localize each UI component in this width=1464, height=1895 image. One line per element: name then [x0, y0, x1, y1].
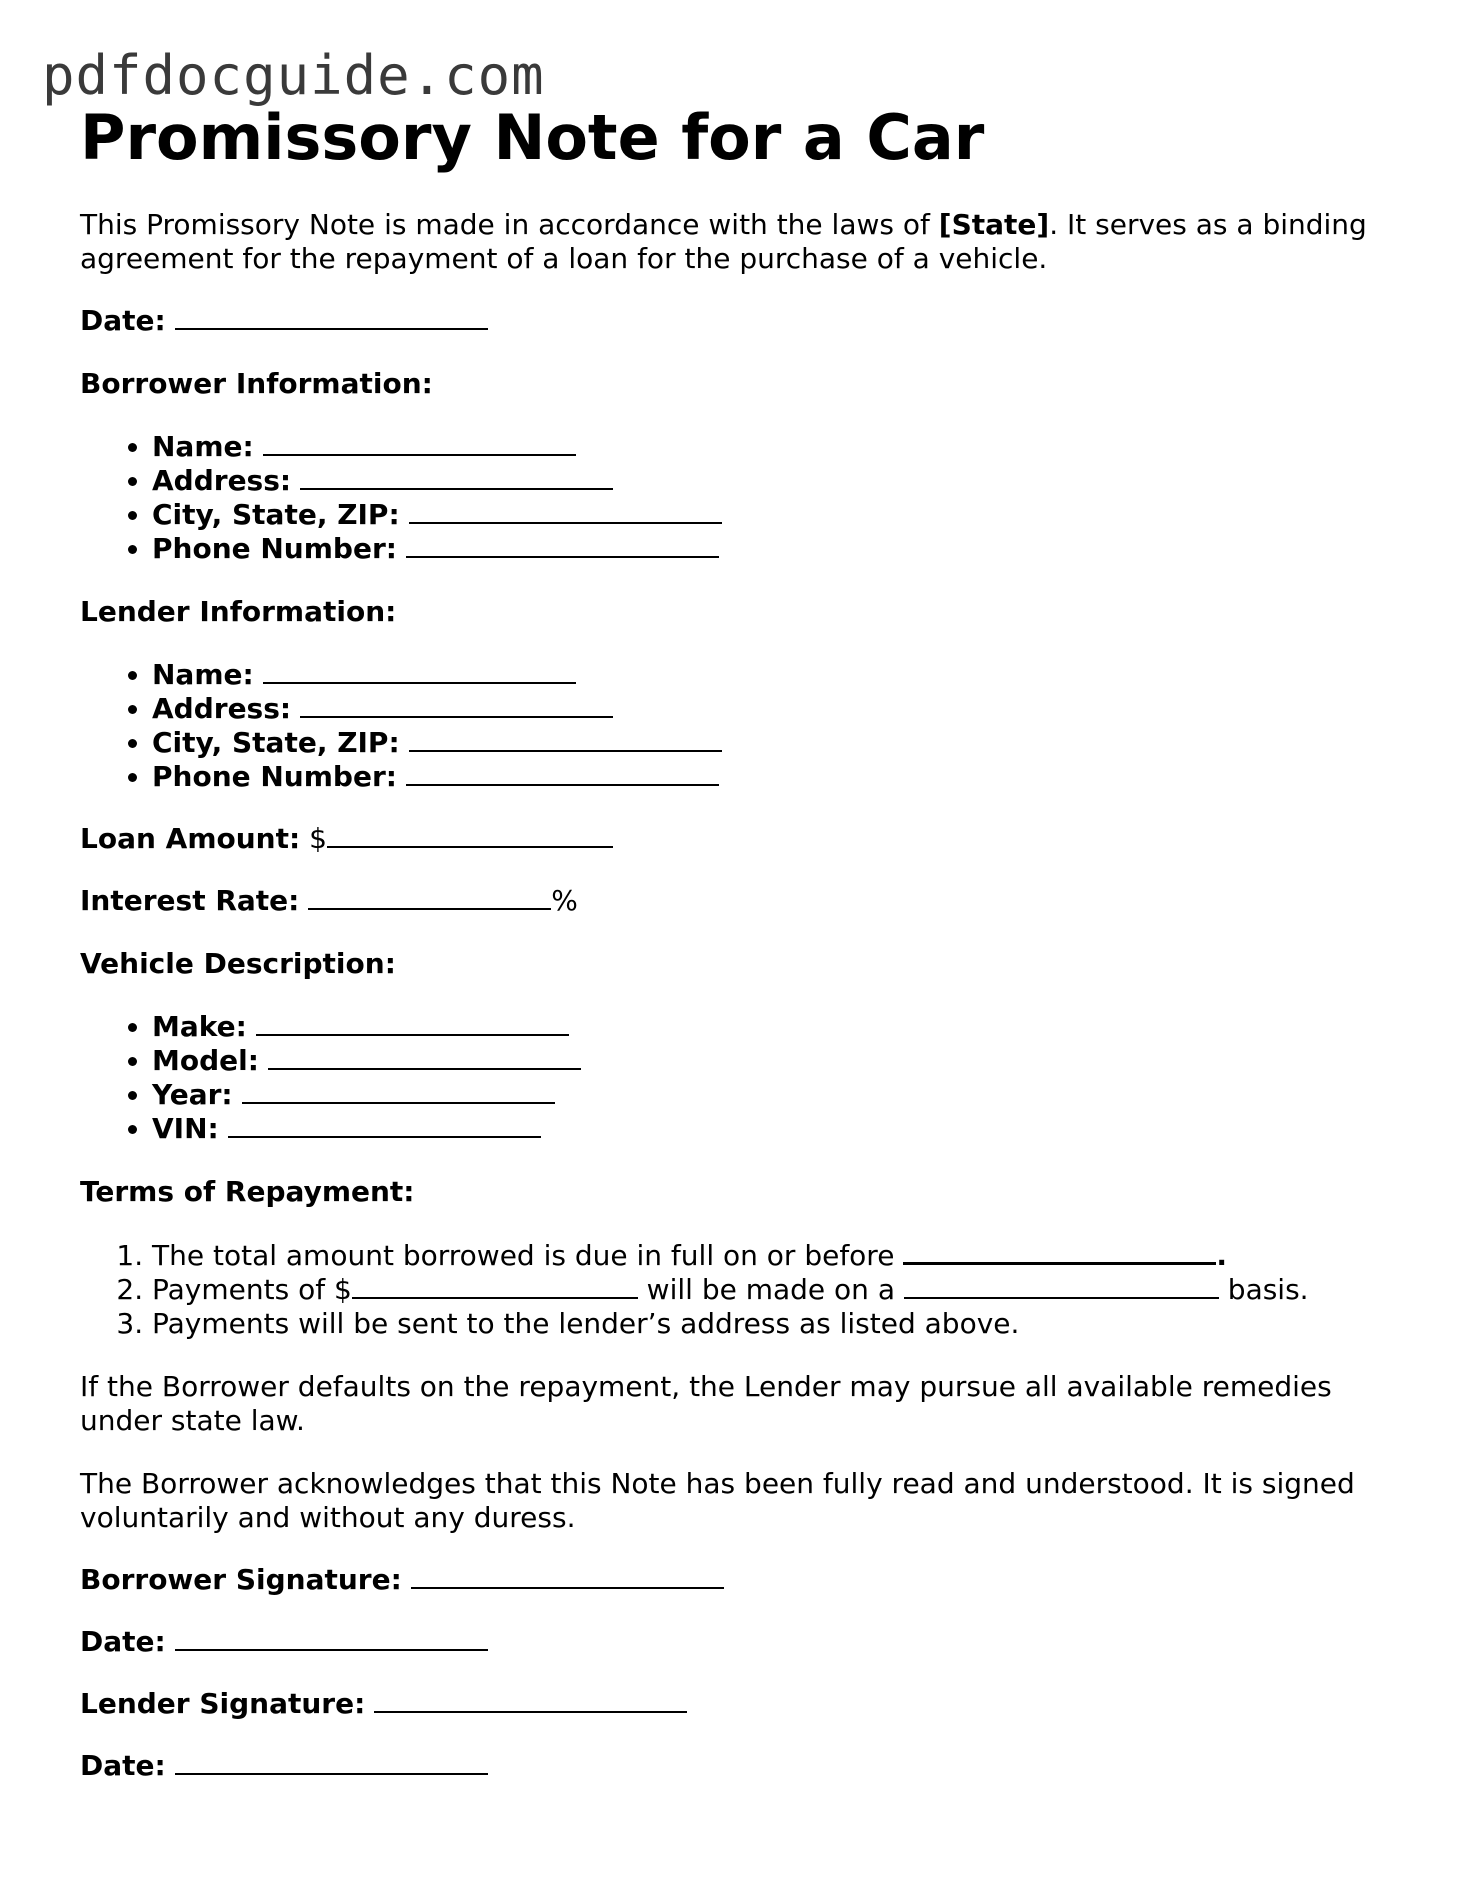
lender-phone-label: Phone Number:	[152, 760, 397, 793]
acknowledgment-paragraph: The Borrower acknowledges that this Note has been fully read and understood. It is signed voluntarily and without any duress.	[80, 1467, 1355, 1534]
vehicle-list	[80, 1010, 1400, 1146]
vehicle-vin-label: VIN:	[152, 1112, 219, 1145]
terms-item-3: 3. Payments will be sent to the lender’s address as listed above.	[152, 1307, 1400, 1341]
vehicle-model-item	[152, 1044, 1400, 1078]
document-page	[80, 100, 1400, 1783]
state-placeholder: [State]	[938, 208, 1050, 241]
terms-item-2-text-a: Payments of $	[152, 1273, 352, 1306]
interest-rate-suffix: %	[551, 884, 578, 917]
borrower-date-label: Date:	[80, 1625, 166, 1658]
borrower-address-label: Address:	[152, 464, 292, 497]
lender-list	[80, 658, 1400, 794]
borrower-city-label: City, State, ZIP:	[152, 498, 400, 531]
borrower-name-item	[152, 430, 1400, 464]
vehicle-year-blank[interactable]	[242, 1078, 555, 1104]
terms-item-1-end: .	[1216, 1239, 1227, 1272]
borrower-address-blank[interactable]	[300, 464, 613, 490]
lender-signature-field	[80, 1687, 1400, 1721]
vehicle-model-label: Model:	[152, 1044, 259, 1077]
page-title: Promissory Note for a Car	[80, 101, 985, 174]
vehicle-make-blank[interactable]	[256, 1010, 569, 1036]
vehicle-heading: Vehicle Description:	[80, 947, 396, 980]
terms-list	[80, 1238, 1400, 1341]
lender-phone-item	[152, 760, 1400, 794]
terms-item-2-text-b: will be made on a	[637, 1273, 904, 1306]
intro-text-after: . It serves as a binding agreement for the repayment of a loan for the purchase of a vehicle.	[80, 208, 1367, 275]
borrower-name-label: Name:	[152, 430, 254, 463]
borrower-phone-label: Phone Number:	[152, 532, 397, 565]
vehicle-vin-item	[152, 1112, 1400, 1146]
lender-date-blank[interactable]	[175, 1749, 488, 1775]
terms-heading: Terms of Repayment:	[80, 1175, 415, 1208]
lender-address-item	[152, 692, 1400, 726]
borrower-phone-blank[interactable]	[406, 532, 719, 558]
borrower-heading: Borrower Information:	[80, 367, 433, 400]
borrower-city-item	[152, 498, 1400, 532]
date-label: Date:	[80, 304, 166, 337]
lender-phone-blank[interactable]	[406, 760, 719, 786]
vehicle-year-item	[152, 1078, 1400, 1112]
default-clause: If the Borrower defaults on the repayment, the Lender may pursue all available remedies under state law.	[80, 1370, 1332, 1437]
lender-heading: Lender Information:	[80, 595, 397, 628]
borrower-date-field	[80, 1625, 1400, 1659]
payment-amount-blank[interactable]	[352, 1273, 638, 1299]
terms-item-2-text-c: basis.	[1218, 1273, 1309, 1306]
lender-city-item	[152, 726, 1400, 760]
interest-rate-field	[80, 884, 1400, 918]
borrower-city-blank[interactable]	[409, 498, 722, 524]
watermark: pdfdocguide.com	[42, 44, 545, 107]
lender-city-label: City, State, ZIP:	[152, 726, 400, 759]
borrower-signature-field	[80, 1563, 1400, 1597]
lender-signature-label: Lender Signature:	[80, 1687, 366, 1720]
terms-item-1-text: The total amount borrowed is due in full on or before	[152, 1239, 895, 1272]
due-date-blank[interactable]	[903, 1238, 1216, 1265]
loan-amount-label: Loan Amount:	[80, 822, 301, 855]
vehicle-make-label: Make:	[152, 1010, 247, 1043]
date-field	[80, 304, 1400, 338]
vehicle-vin-blank[interactable]	[228, 1112, 541, 1138]
lender-address-blank[interactable]	[300, 692, 613, 718]
lender-name-item	[152, 658, 1400, 692]
loan-amount-prefix: $	[309, 822, 327, 855]
borrower-signature-blank[interactable]	[411, 1563, 724, 1589]
terms-item-2	[152, 1273, 1400, 1307]
lender-date-field	[80, 1749, 1400, 1783]
lender-signature-blank[interactable]	[374, 1687, 687, 1713]
lender-name-blank[interactable]	[263, 658, 576, 684]
borrower-name-blank[interactable]	[263, 430, 576, 456]
date-blank[interactable]	[175, 304, 488, 330]
intro-text-before: This Promissory Note is made in accordance with the laws of	[80, 208, 939, 241]
vehicle-year-label: Year:	[152, 1078, 233, 1111]
borrower-address-item	[152, 464, 1400, 498]
lender-date-label: Date:	[80, 1749, 166, 1782]
vehicle-model-blank[interactable]	[268, 1044, 581, 1070]
lender-city-blank[interactable]	[409, 726, 722, 752]
loan-amount-field	[80, 822, 1400, 856]
interest-rate-label: Interest Rate:	[80, 884, 300, 917]
borrower-date-blank[interactable]	[175, 1625, 488, 1651]
borrower-list	[80, 430, 1400, 566]
payment-frequency-blank[interactable]	[904, 1273, 1219, 1299]
borrower-phone-item	[152, 532, 1400, 566]
loan-amount-blank[interactable]	[327, 822, 613, 848]
vehicle-make-item	[152, 1010, 1400, 1044]
interest-rate-blank[interactable]	[308, 884, 551, 910]
lender-name-label: Name:	[152, 658, 254, 691]
terms-item-1	[152, 1238, 1400, 1273]
intro-paragraph	[80, 208, 1400, 276]
borrower-signature-label: Borrower Signature:	[80, 1563, 402, 1596]
lender-address-label: Address:	[152, 692, 292, 725]
